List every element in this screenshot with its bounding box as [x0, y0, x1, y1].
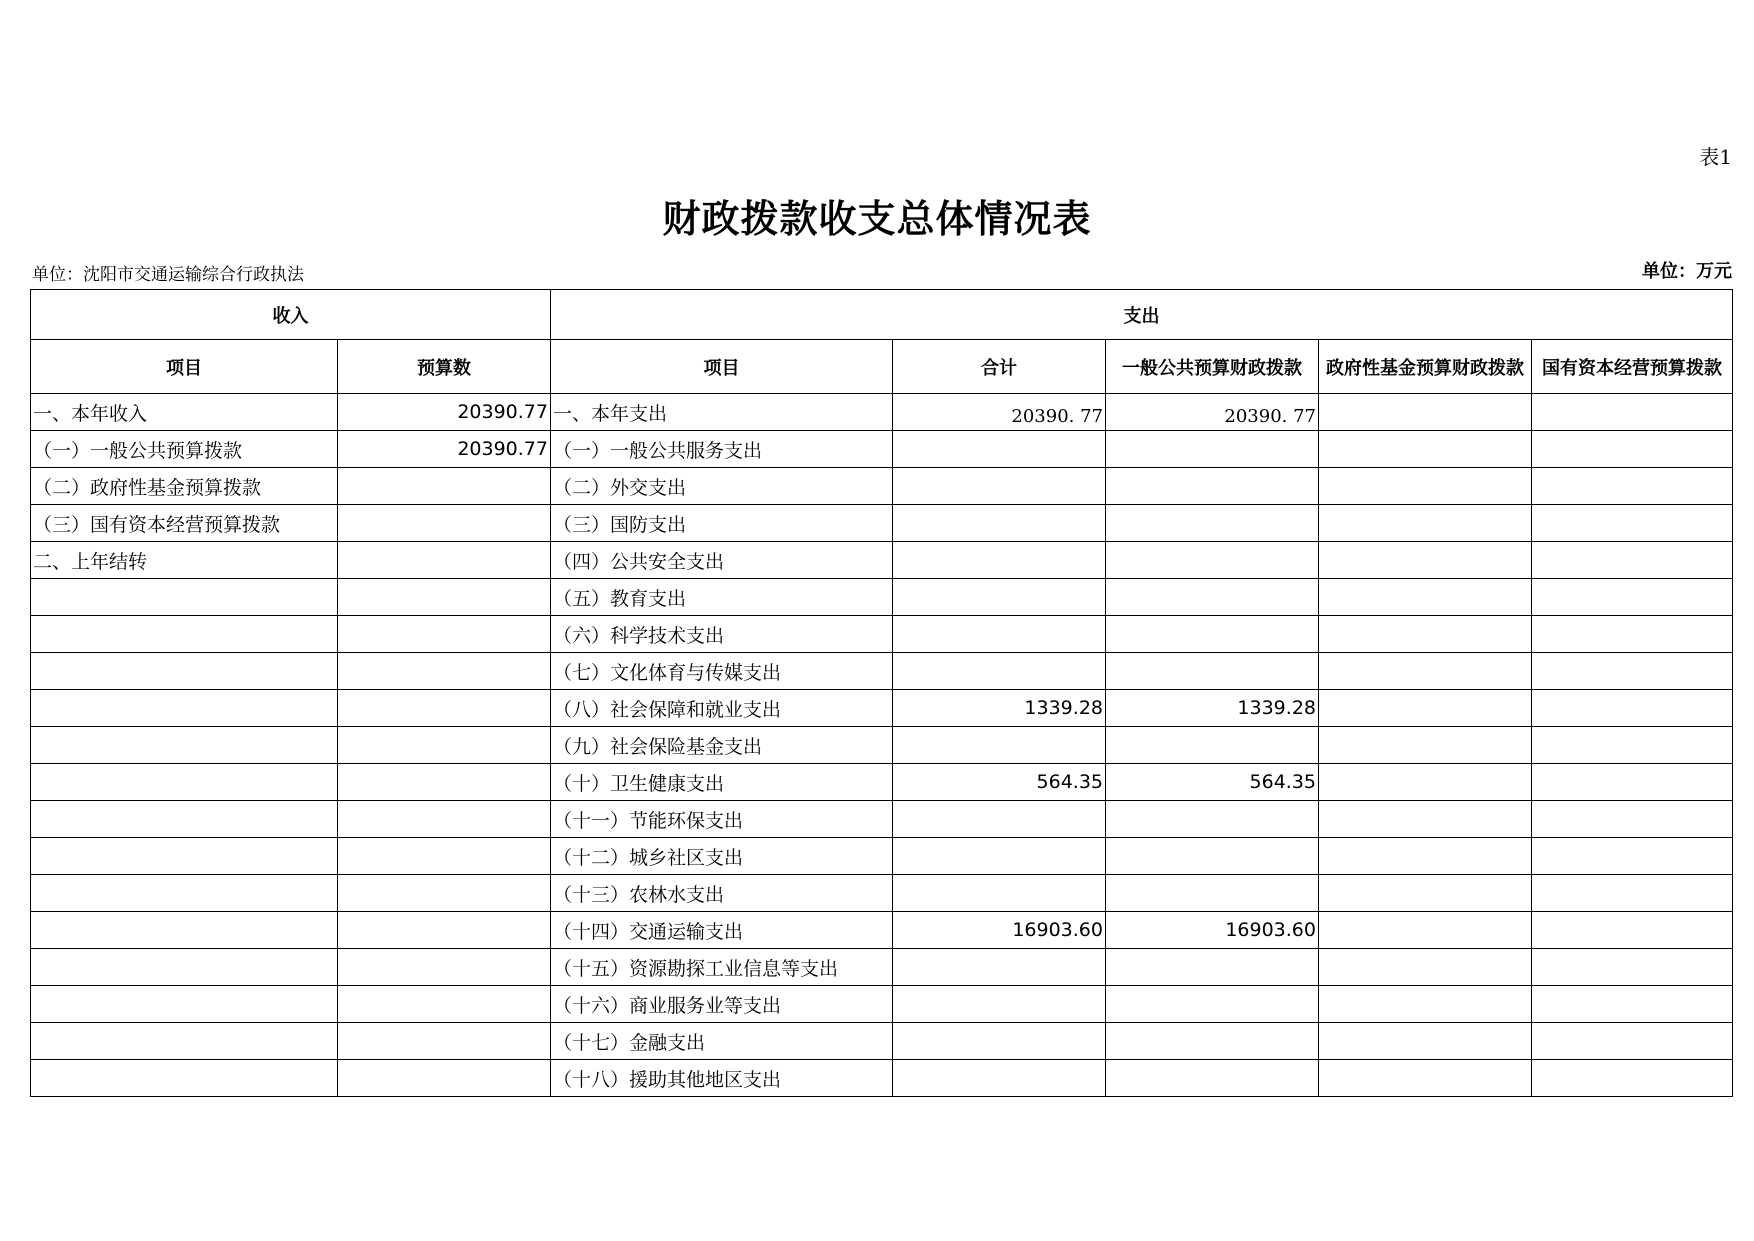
cell-income-item: [31, 986, 338, 1023]
cell-state-capital: [1532, 542, 1733, 579]
cell-state-capital: [1532, 727, 1733, 764]
cell-expense-item: （十二）城乡社区支出: [551, 838, 893, 875]
cell-fund-budget: [1319, 838, 1532, 875]
cell-state-capital: [1532, 579, 1733, 616]
table-row: [31, 616, 1733, 653]
cell-fund-budget: [1319, 875, 1532, 912]
cell-income-item: （三）国有资本经营预算拨款: [31, 505, 338, 542]
cell-fund-budget: [1319, 542, 1532, 579]
cell-income-budget: [338, 875, 551, 912]
cell-general-budget: [1106, 579, 1319, 616]
cell-general-budget: [1106, 1023, 1319, 1060]
cell-income-item: [31, 875, 338, 912]
cell-expense-item: （十五）资源勘探工业信息等支出: [551, 949, 893, 986]
cell-state-capital: [1532, 875, 1733, 912]
cell-fund-budget: [1319, 616, 1532, 653]
cell-fund-budget: [1319, 986, 1532, 1023]
table-row: [31, 838, 1733, 875]
col-fund-budget: 政府性基金预算财政拨款: [1319, 340, 1532, 394]
cell-fund-budget: [1319, 394, 1532, 431]
cell-income-budget: [338, 801, 551, 838]
cell-fund-budget: [1319, 949, 1532, 986]
cell-fund-budget: [1319, 912, 1532, 949]
cell-income-item: [31, 764, 338, 801]
table-row: [31, 468, 1733, 505]
table-row: [31, 653, 1733, 690]
cell-income-budget: [338, 579, 551, 616]
cell-income-budget: [338, 505, 551, 542]
cell-income-item: [31, 579, 338, 616]
cell-income-item: [31, 690, 338, 727]
cell-total: [893, 579, 1106, 616]
col-total: 合计: [893, 340, 1106, 394]
cell-expense-item: （七）文化体育与传媒支出: [551, 653, 893, 690]
cell-fund-budget: [1319, 727, 1532, 764]
budget-table: [30, 289, 1733, 1097]
cell-income-budget: [338, 542, 551, 579]
cell-expense-item: （三）国防支出: [551, 505, 893, 542]
table-row: [31, 394, 1733, 431]
income-group-header: 收入: [31, 290, 551, 340]
table-row: [31, 801, 1733, 838]
cell-total: [893, 505, 1106, 542]
cell-expense-item: （十八）援助其他地区支出: [551, 1060, 893, 1097]
cell-fund-budget: [1319, 505, 1532, 542]
cell-total: 564.35: [893, 764, 1106, 801]
cell-income-item: [31, 912, 338, 949]
page-title: 财政拨款收支总体情况表: [662, 196, 1092, 241]
cell-expense-item: （十）卫生健康支出: [551, 764, 893, 801]
cell-general-budget: [1106, 431, 1319, 468]
cell-total: [893, 653, 1106, 690]
currency-unit: 单位：万元: [1642, 261, 1732, 282]
expense-group-header: 支出: [551, 290, 1733, 340]
cell-fund-budget: [1319, 468, 1532, 505]
cell-total: [893, 949, 1106, 986]
cell-total: [893, 727, 1106, 764]
table-row: [31, 912, 1733, 949]
table-number: 表1: [1699, 145, 1732, 169]
cell-total: 16903.60: [893, 912, 1106, 949]
table-row: [31, 875, 1733, 912]
cell-total: [893, 616, 1106, 653]
cell-total: [893, 1060, 1106, 1097]
cell-income-budget: [338, 690, 551, 727]
cell-income-budget: [338, 468, 551, 505]
cell-state-capital: [1532, 616, 1733, 653]
reporting-unit: 单位：沈阳市交通运输综合行政执法: [32, 265, 304, 285]
cell-general-budget: [1106, 838, 1319, 875]
cell-income-budget: [338, 986, 551, 1023]
cell-state-capital: [1532, 653, 1733, 690]
col-general-budget: 一般公共预算财政拨款: [1106, 340, 1319, 394]
cell-state-capital: [1532, 949, 1733, 986]
cell-general-budget: [1106, 875, 1319, 912]
cell-general-budget: 16903.60: [1106, 912, 1319, 949]
cell-expense-item: （九）社会保险基金支出: [551, 727, 893, 764]
table-row: [31, 949, 1733, 986]
cell-total: [893, 468, 1106, 505]
cell-state-capital: [1532, 505, 1733, 542]
cell-fund-budget: [1319, 1060, 1532, 1097]
cell-total: [893, 875, 1106, 912]
cell-expense-item: （一）一般公共服务支出: [551, 431, 893, 468]
cell-total: [893, 801, 1106, 838]
cell-income-item: [31, 653, 338, 690]
cell-income-item: [31, 616, 338, 653]
cell-income-item: 二、上年结转: [31, 542, 338, 579]
cell-income-budget: [338, 727, 551, 764]
table-row: [31, 505, 1733, 542]
cell-general-budget: 1339.28: [1106, 690, 1319, 727]
cell-income-item: [31, 1023, 338, 1060]
cell-income-budget: [338, 912, 551, 949]
cell-general-budget: 20390. 77: [1106, 394, 1319, 431]
cell-income-budget: [338, 838, 551, 875]
col-income-budget: 预算数: [338, 340, 551, 394]
cell-expense-item: （二）外交支出: [551, 468, 893, 505]
table-row: [31, 579, 1733, 616]
cell-income-item: [31, 838, 338, 875]
cell-income-budget: 20390.77: [338, 431, 551, 468]
cell-income-budget: [338, 616, 551, 653]
cell-expense-item: （八）社会保障和就业支出: [551, 690, 893, 727]
table-row: [31, 542, 1733, 579]
cell-general-budget: [1106, 801, 1319, 838]
cell-income-item: （一）一般公共预算拨款: [31, 431, 338, 468]
cell-expense-item: （十四）交通运输支出: [551, 912, 893, 949]
cell-state-capital: [1532, 912, 1733, 949]
col-income-item: 项目: [31, 340, 338, 394]
cell-income-budget: [338, 1023, 551, 1060]
cell-fund-budget: [1319, 764, 1532, 801]
cell-expense-item: （六）科学技术支出: [551, 616, 893, 653]
cell-state-capital: [1532, 801, 1733, 838]
table-row: [31, 764, 1733, 801]
cell-fund-budget: [1319, 801, 1532, 838]
cell-state-capital: [1532, 690, 1733, 727]
cell-fund-budget: [1319, 431, 1532, 468]
cell-state-capital: [1532, 764, 1733, 801]
table-body: [31, 394, 1733, 1097]
cell-expense-item: （十三）农林水支出: [551, 875, 893, 912]
cell-state-capital: [1532, 431, 1733, 468]
table-row: [31, 986, 1733, 1023]
table-row: [31, 1023, 1733, 1060]
cell-state-capital: [1532, 1023, 1733, 1060]
cell-fund-budget: [1319, 579, 1532, 616]
cell-general-budget: [1106, 1060, 1319, 1097]
cell-general-budget: [1106, 616, 1319, 653]
cell-income-item: [31, 1060, 338, 1097]
cell-total: [893, 431, 1106, 468]
cell-state-capital: [1532, 468, 1733, 505]
table-row: [31, 690, 1733, 727]
cell-total: [893, 542, 1106, 579]
cell-total: [893, 986, 1106, 1023]
cell-income-item: [31, 949, 338, 986]
cell-expense-item: （十七）金融支出: [551, 1023, 893, 1060]
cell-general-budget: [1106, 505, 1319, 542]
table-row: [31, 1060, 1733, 1097]
col-state-capital: 国有资本经营预算拨款: [1532, 340, 1733, 394]
cell-state-capital: [1532, 394, 1733, 431]
cell-fund-budget: [1319, 1023, 1532, 1060]
cell-state-capital: [1532, 986, 1733, 1023]
cell-expense-item: （五）教育支出: [551, 579, 893, 616]
cell-general-budget: [1106, 727, 1319, 764]
table-row: [31, 727, 1733, 764]
cell-expense-item: （十六）商业服务业等支出: [551, 986, 893, 1023]
cell-general-budget: [1106, 949, 1319, 986]
cell-fund-budget: [1319, 690, 1532, 727]
cell-income-item: 一、本年收入: [31, 394, 338, 431]
cell-general-budget: [1106, 986, 1319, 1023]
cell-expense-item: （四）公共安全支出: [551, 542, 893, 579]
cell-income-budget: [338, 764, 551, 801]
cell-total: 20390. 77: [893, 394, 1106, 431]
cell-general-budget: 564.35: [1106, 764, 1319, 801]
cell-general-budget: [1106, 653, 1319, 690]
cell-income-item: [31, 801, 338, 838]
cell-state-capital: [1532, 838, 1733, 875]
cell-total: 1339.28: [893, 690, 1106, 727]
table-row: [31, 431, 1733, 468]
cell-income-item: （二）政府性基金预算拨款: [31, 468, 338, 505]
cell-general-budget: [1106, 542, 1319, 579]
cell-general-budget: [1106, 468, 1319, 505]
cell-income-budget: [338, 949, 551, 986]
cell-income-budget: 20390.77: [338, 394, 551, 431]
cell-income-budget: [338, 653, 551, 690]
cell-expense-item: （十一）节能环保支出: [551, 801, 893, 838]
cell-expense-item: 一、本年支出: [551, 394, 893, 431]
cell-income-item: [31, 727, 338, 764]
cell-fund-budget: [1319, 653, 1532, 690]
cell-state-capital: [1532, 1060, 1733, 1097]
cell-total: [893, 1023, 1106, 1060]
cell-total: [893, 838, 1106, 875]
cell-income-budget: [338, 1060, 551, 1097]
col-expense-item: 项目: [551, 340, 893, 394]
